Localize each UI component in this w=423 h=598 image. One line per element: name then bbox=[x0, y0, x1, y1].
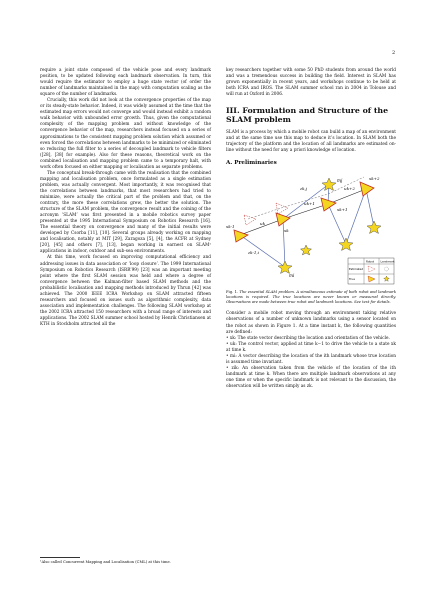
paragraph: The conceptual break-through came with the realisation that the combined mapping and localisation problem, once formulated as a single estimation problem, was actually convergent. Most importantly, it was recognised that the correlations between landmarks, that most researchers had tried to minimize, were actually the critical part of the problem and that, on the contrary, the more these correlations grew, the better the solution. The structure of the SLAM problem, the convergence result and the coining of the acronym ‘SLAM’ was first presented in a mobile robotics survey paper presented at the 1995 International Symposium on Robotics Research [16]. The essential theory on convergence and many of the initial results were developed by Csorba [11], [10]. Several groups already working on mapping and localisation, notably at MIT [29], Zaragoza [5], [4], the ACFR at Sydney [20], [45] and others [7], [13], began working in earnest on SLAM¹ applications in indoor, outdoor and sub-sea environments. bbox=[40, 170, 211, 255]
subsection-heading: A. Preliminaries bbox=[226, 160, 277, 167]
legend-landmark: Landmark bbox=[380, 259, 395, 264]
label-mj: mj bbox=[337, 178, 343, 184]
observation-line bbox=[366, 189, 374, 227]
label-zk-1i: zk-1,i bbox=[248, 250, 259, 256]
observation-line bbox=[346, 189, 366, 244]
slam-figure bbox=[226, 172, 396, 287]
estimated-pose-marker bbox=[244, 215, 256, 225]
definition-item: • uk: The control vector, applied at time k−1 to drive the vehicle to a state xk at time k. bbox=[226, 341, 396, 353]
landmark-star bbox=[339, 238, 353, 251]
footnote-rule bbox=[40, 557, 80, 558]
legend-robot: Robot bbox=[366, 259, 375, 264]
paragraph: require a joint state composed of the vehicle pose and every landmark position, to be updated following each landmark observation. In turn, this would require the estimator to employ a huge state vector (of order the number of landmarks maintained in the map) with computation scaling as the square of the number of landmarks. bbox=[40, 68, 211, 98]
landmark-star bbox=[301, 245, 312, 255]
section-heading: III. Formulation and Structure of the SLAM problem bbox=[226, 106, 389, 125]
label-uk+2: uk+2 bbox=[344, 186, 355, 192]
label-xk-1: xk-1 bbox=[226, 224, 235, 230]
figure-caption bbox=[226, 290, 396, 305]
definition-item: • zik: An observation taken from the vehicle of the location of the ith landmark at time k. When there are multiple landmark observations at any one time or when the specific landmark is not relevant to the discussion, the observation will be written simply as zk. bbox=[226, 365, 396, 389]
left-column bbox=[40, 68, 211, 328]
slam-diagram bbox=[226, 172, 396, 287]
label-xk: xk bbox=[284, 228, 289, 234]
label-uk+1: uk+1 bbox=[304, 201, 315, 207]
robot-pose-marker bbox=[234, 230, 248, 242]
label-mi: mi bbox=[289, 273, 295, 279]
label-xk+2: xk+2 bbox=[369, 176, 380, 182]
observation-line bbox=[240, 235, 285, 267]
label-zkj: zk,j bbox=[300, 186, 308, 192]
footnote: ¹Also called Concurrent Mapping and Localisation (CML) at this time. bbox=[40, 560, 171, 564]
caption-text: The essential SLAM problem. A simultaneous estimate of both robot and landmark locations is required. The true locations are never known or measured directly. Observations are made between true robot and landmark locations. See text for details. bbox=[226, 290, 396, 305]
true-path bbox=[240, 189, 366, 235]
landmark-star bbox=[367, 221, 381, 234]
definition-item: • xk: The state vector describing the location and orientation of the vehicle. bbox=[226, 335, 390, 341]
figure-legend bbox=[348, 258, 395, 284]
caption-label: Fig. 1. bbox=[226, 290, 239, 295]
paragraph: key researchers together with some 50 PhD students from around the world and was a tremendous success in building the field. Interest in SLAM has grown exponentially in recent years, and workshops continue to be held at both ICRA and IROS. The SLAM summer school ran in 2004 in Tolouse and will run at Oxford in 2006. bbox=[226, 68, 396, 98]
paragraph: SLAM is a process by which a mobile robot can build a map of an environment and at the same time use this map to deduce it’s location. In SLAM both the trajectory of the platform and the location of all landmarks are estimated on-line without the need for any a priori knowledge of location. bbox=[226, 130, 396, 154]
paragraph: At this time, work focused on improving computational efficiency and addressing issues in data association or ‘loop closure’. The 1999 International Symposium on Robotics Research (ISRR’99) [23] was an important meeting point where the first SLAM session was held and where a degree of convergence between the Kalman-filter based SLAM methods and the probabilistic localisation and mapping methods introduced by Thrun [42] was achieved. The 2000 IEEE ICRA Workshop on SLAM attracted fifteen researchers and focused on issues such as algorithmic complexity, data association and implementation challenges. The following SLAM workshop at the 2002 ICRA attracted 150 researchers with a broad range of interests and applications. The 2002 SLAM summer school hosted by Henrik Christiansen at KTH in Stockholm attracted all the bbox=[40, 255, 211, 327]
estimated-path bbox=[248, 177, 364, 219]
estimated-pose-marker bbox=[276, 203, 288, 214]
landmark-star bbox=[278, 261, 292, 274]
observation-line bbox=[283, 219, 285, 267]
label-uk: uk bbox=[260, 221, 265, 227]
legend-estimated: Estimated bbox=[349, 267, 364, 272]
label-xk+1: xk+1 bbox=[337, 207, 348, 213]
legend-true: True bbox=[349, 277, 355, 282]
page-number: 2 bbox=[392, 50, 396, 56]
paragraph: Crucially, this work did not look at the convergence properties of the map or its steady-state behavior. Indeed, it was widely assumed at the time that the estimated map errors would not converge and would instead exhibit a random walk behavior with unbounded error growth. Thus, given the computational complexity of the mapping problem and without knowledge of the convergence behavior of the map, researchers instead focused on a series of approximations to the consistent mapping problem solution which assumed or even forced the correlations between landmarks to be minimized or eliminated so reducing the full filter to a series of decoupled landmark to vehicle filters ([28], [38] for example). Also for these reasons, theoretical work on the combined localisation and mapping problem came to a temporary halt, with work often focused on either mapping or localisation as separate problems. bbox=[40, 98, 211, 170]
definition-item: • mi: A vector describing the location of the ith landmark whose true location is assumed time invariant. bbox=[226, 353, 396, 365]
paragraph: Consider a mobile robot moving through an environment taking relative observations of a number of unknown landmarks using a sensor located on the robot as shown in Figure 1. At a time instant k, the following quantities are defined: bbox=[226, 311, 396, 335]
right-column bbox=[226, 68, 396, 390]
